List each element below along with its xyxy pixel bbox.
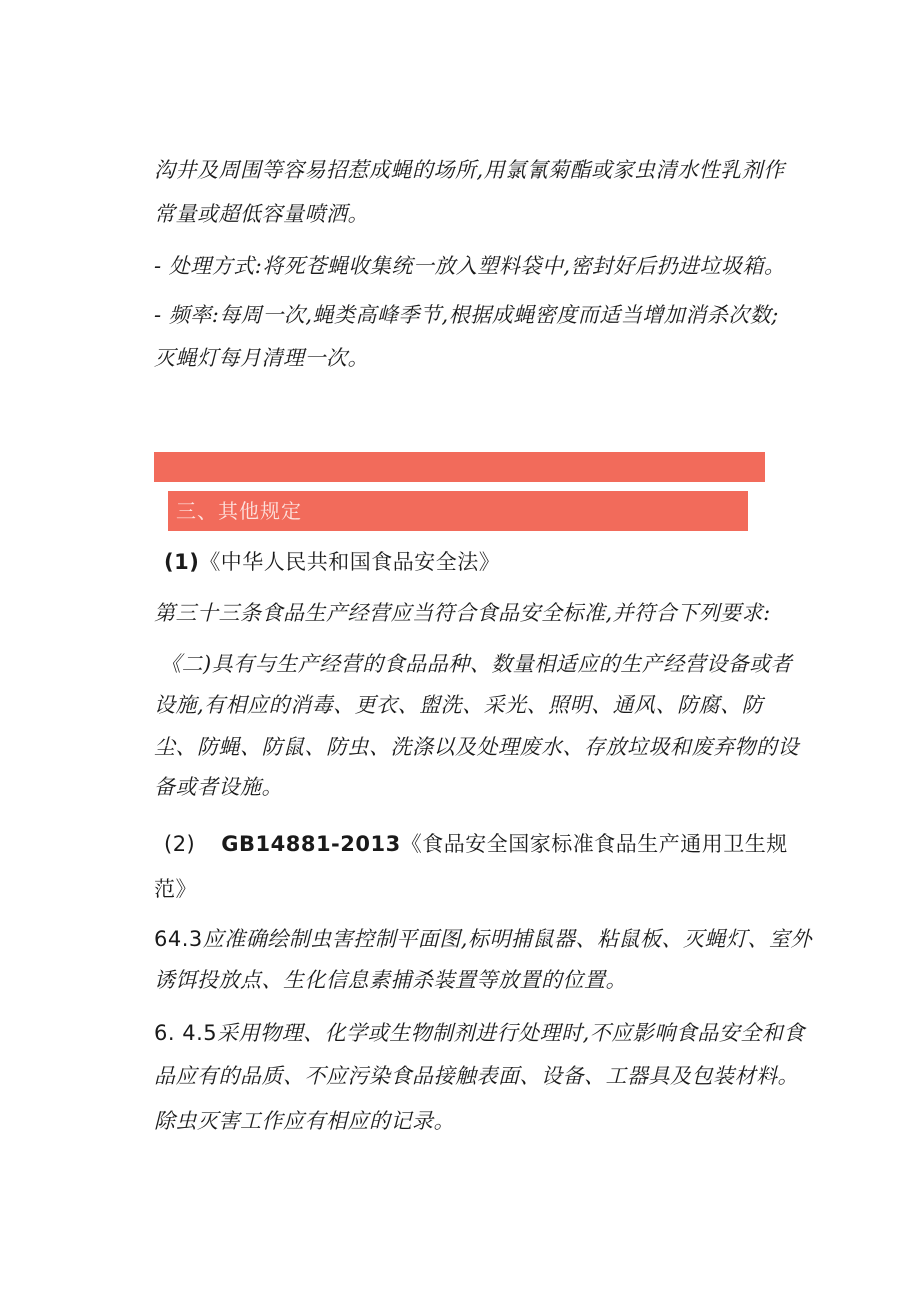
law1-article: 第三十三条食品生产经营应当符合食品安全标准,并符合下列要求: — [154, 601, 771, 625]
law2-code: GB14881-2013 — [221, 832, 401, 856]
law1-item-line: 尘、防蝇、防鼠、防虫、洗涤以及处理废水、存放垃圾和废弃物的设 — [154, 735, 799, 759]
law1-item-line: 《二)具有与生产经营的食品品种、数量相适应的生产经营设备或者 — [160, 652, 793, 676]
law1-number: (1) — [164, 550, 200, 574]
clause-line: 诱饵投放点、生化信息素捕杀装置等放置的位置。 — [154, 968, 627, 992]
section-title-band — [168, 491, 748, 531]
clause-number: 6. 4.5 — [154, 1021, 218, 1045]
law2-title-cont: 范》 — [154, 877, 197, 901]
law1-item-line: 备或者设施。 — [154, 775, 283, 799]
clause-number: 64.3 — [154, 927, 203, 951]
paragraph-line: 沟井及周围等容易招惹成蝇的场所,用氯氰菊酯或家虫清水性乳剂作 — [154, 158, 785, 182]
law1-item-line: 设施,有相应的消毒、更衣、盥洗、采光、照明、通风、防腐、防 — [154, 693, 764, 717]
paragraph-line: 常量或超低容量喷洒。 — [154, 202, 369, 226]
section-title: 三、其他规定 — [176, 499, 302, 523]
frequency-line: 灭蝇灯每月清理一次。 — [154, 346, 369, 370]
frequency-line: - 频率:每周一次,蝇类高峰季节,根据成蝇密度而适当增加消杀次数; — [154, 303, 779, 327]
clause-line — [154, 1020, 805, 1046]
law1-heading — [164, 549, 500, 575]
disposal-method: - 处理方式:将死苍蝇收集统一放入塑料袋中,密封好后扔进垃圾箱。 — [154, 254, 786, 278]
clause-line — [154, 926, 812, 952]
section-divider-band — [154, 452, 765, 482]
clause-line: 除虫灭害工作应有相应的记录。 — [154, 1109, 455, 1133]
clause-text: 采用物理、化学或生物制剂进行处理时,不应影响食品安全和食 — [217, 1021, 805, 1045]
law2-number: (2) — [164, 832, 196, 856]
clause-text: 应准确绘制虫害控制平面图,标明捕鼠器、粘鼠板、灭蝇灯、室外 — [202, 927, 812, 951]
law2-heading — [164, 831, 788, 857]
law1-title: 《中华人民共和国食品安全法》 — [199, 550, 501, 574]
clause-line: 品应有的品质、不应污染食品接触表面、设备、工器具及包装材料。 — [154, 1064, 799, 1088]
law2-title: 《食品安全国家标准食品生产通用卫生规 — [400, 832, 788, 856]
